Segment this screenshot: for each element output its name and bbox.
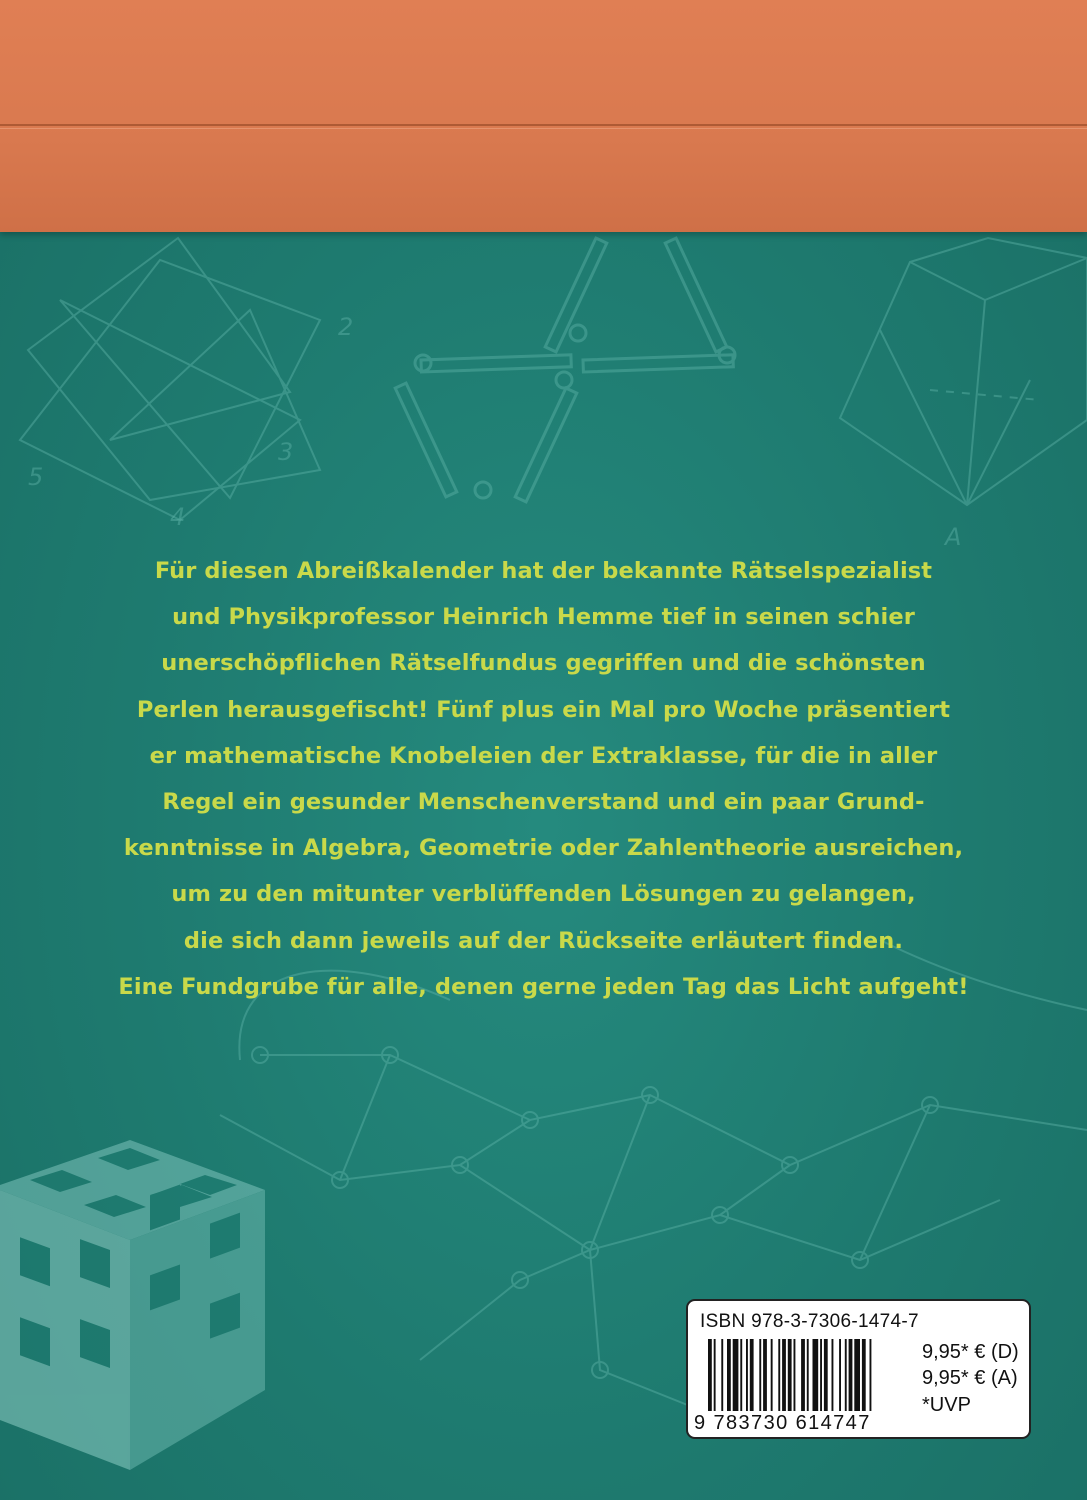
blurb-line: kenntnisse in Algebra, Geometrie oder Zahlentheorie ausreichen, bbox=[123, 835, 964, 862]
barcode-label bbox=[686, 1299, 1031, 1439]
checkered-cube-icon bbox=[0, 1140, 265, 1470]
barcode-bar bbox=[794, 1339, 796, 1411]
star-label-2: 2 bbox=[338, 313, 354, 341]
barcode-bar bbox=[714, 1339, 716, 1411]
blurb-line: um zu den mitunter verblüffenden Lösungen zu gelangen, bbox=[171, 881, 916, 908]
barcode-bar bbox=[854, 1339, 860, 1411]
barcode-bar bbox=[778, 1339, 780, 1411]
blurb-line: er mathematische Knobeleien der Extraklasse, für die in aller bbox=[149, 742, 938, 769]
barcode-bar bbox=[788, 1339, 792, 1411]
blurb-line: die sich dann jeweils auf der Rückseite erläutert finden. bbox=[183, 927, 904, 954]
band-perforation-highlight bbox=[0, 128, 1087, 129]
barcode-bar bbox=[862, 1339, 866, 1411]
band-perforation bbox=[0, 124, 1087, 126]
barcode-bar bbox=[733, 1339, 739, 1411]
blurb-line: unerschöpflichen Rätselfundus gegriffen und die schönsten bbox=[161, 650, 926, 677]
star-label-5: 5 bbox=[28, 463, 44, 491]
blurb-line: Regel ein gesunder Menschenverstand und ein paar Grund- bbox=[162, 789, 925, 816]
barcode-bar bbox=[807, 1339, 809, 1411]
star-polygon-icon bbox=[20, 238, 320, 520]
barcode-bar bbox=[708, 1339, 712, 1411]
barcode-bar bbox=[771, 1339, 773, 1411]
matchstick-puzzle-icon bbox=[395, 238, 735, 502]
barcode-bar bbox=[721, 1339, 723, 1411]
polyhedron-icon bbox=[840, 238, 1087, 505]
barcode-bar bbox=[740, 1339, 742, 1411]
barcode-bar bbox=[820, 1339, 822, 1411]
barcode-bar bbox=[782, 1339, 786, 1411]
barcode-bar bbox=[849, 1339, 853, 1411]
price-uvp-note: *UVP bbox=[922, 1394, 971, 1416]
barcode-bar bbox=[839, 1339, 841, 1411]
polyhedron-label: A bbox=[945, 523, 962, 551]
price-austria: 9,95* € (A) bbox=[922, 1367, 1018, 1389]
blurb-line: Für diesen Abreißkalender hat der bekannte Rätselspezialist bbox=[154, 558, 933, 584]
barcode-bar bbox=[845, 1339, 847, 1411]
blurb-line: Perlen herausgefischt! Fünf plus ein Mal pro Woche präsentiert bbox=[136, 696, 951, 723]
price-germany: 9,95* € (D) bbox=[922, 1341, 1019, 1363]
barcode-bar bbox=[824, 1339, 828, 1411]
barcode-bar bbox=[746, 1339, 748, 1411]
barcode-bar bbox=[750, 1339, 754, 1411]
star-label-3: 3 bbox=[278, 438, 294, 466]
barcode-bar bbox=[727, 1339, 731, 1411]
barcode-bar bbox=[832, 1339, 834, 1411]
barcode-icon bbox=[708, 1339, 913, 1411]
blurb-line: Eine Fundgrube für alle, denen gerne jeden Tag das Licht aufgeht! bbox=[118, 973, 969, 1000]
isbn-text: ISBN 978-3-7306-1474-7 bbox=[700, 1311, 919, 1332]
blurb-text bbox=[100, 548, 987, 1010]
blurb-line: und Physikprofessor Heinrich Hemme tief in seinen schier bbox=[172, 604, 915, 631]
orange-header-band bbox=[0, 0, 1087, 232]
barcode-bar bbox=[813, 1339, 819, 1411]
barcode-bar bbox=[763, 1339, 767, 1411]
barcode-bar bbox=[801, 1339, 805, 1411]
barcode-bar bbox=[759, 1339, 761, 1411]
barcode-bar bbox=[870, 1339, 872, 1411]
barcode-digits: 9 783730 614747 bbox=[694, 1412, 871, 1434]
star-label-4: 4 bbox=[170, 503, 186, 531]
